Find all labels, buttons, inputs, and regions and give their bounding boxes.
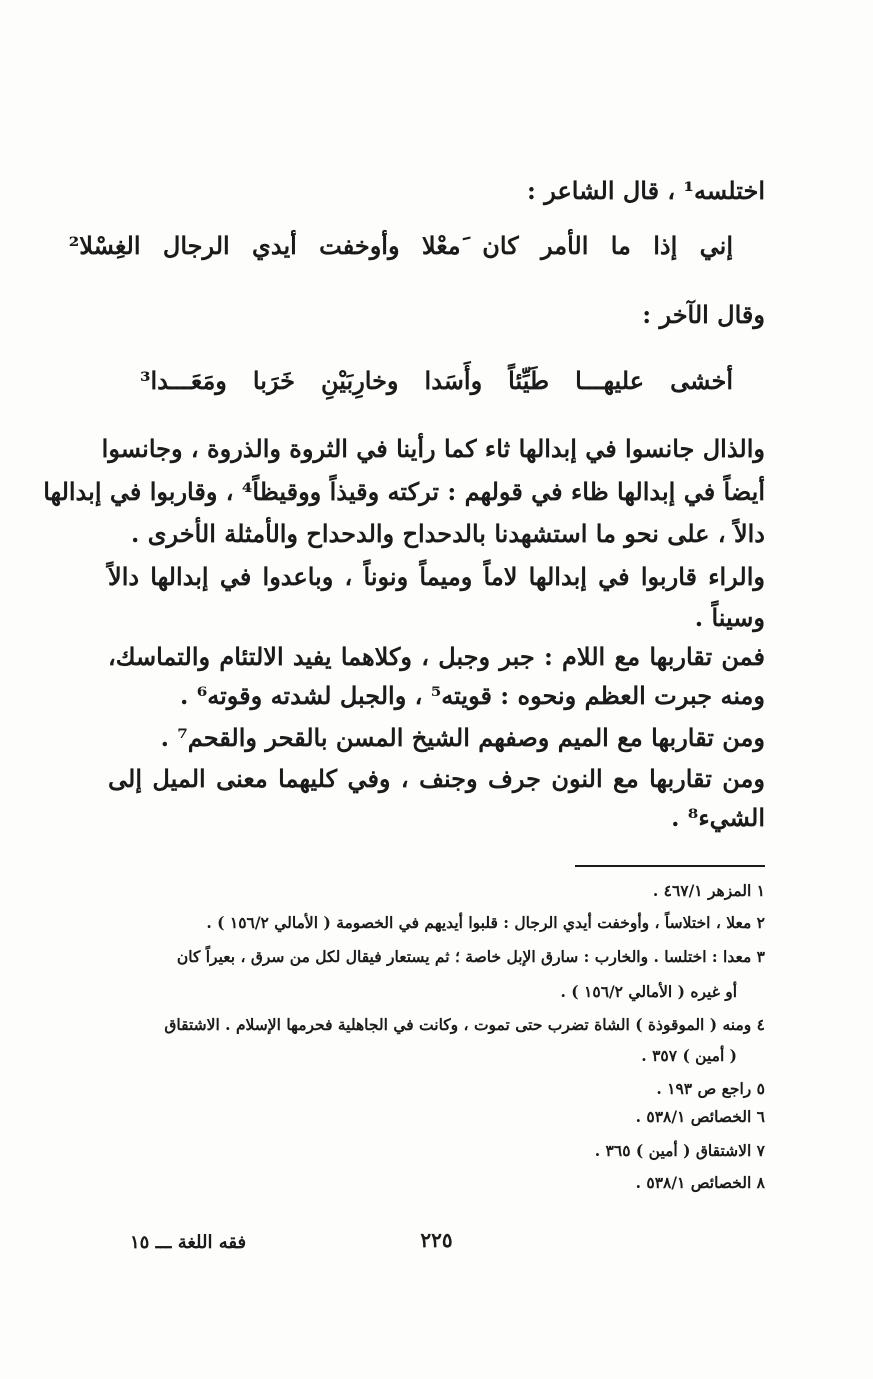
verse-line: إني إذا ما الأمر كان َمعْلا وأوخفت أيدي الرجال الغِسْلا²	[68, 231, 733, 260]
footnote: ٦ الخصائص ٥٣٨/١ .	[635, 1107, 765, 1126]
footnote-separator	[575, 865, 765, 867]
footnote-continuation: ( أمين ) ٣٥٧ .	[641, 1046, 737, 1065]
paragraph-line: والراء قاربوا في إبدالها لاماً وميماً ونوناً ، وباعدوا في إبدالها دالاً	[108, 562, 765, 591]
footnote: ٨ الخصائص ٥٣٨/١ .	[635, 1173, 765, 1192]
footnote: ٣ معدا : اختلسا . والخارب : سارق الإبل خاصة ؛ ثم يستعار فيقال لكل من سرق ، بعيراً كان	[176, 947, 765, 966]
footnote-continuation: أو غيره ( الأمالي ١٥٦/٢ ) .	[560, 982, 737, 1001]
footnote: ٧ الاشتقاق ( أمين ) ٣٦٥ .	[594, 1141, 765, 1160]
footnote: ٤ ومنه ( الموقوذة ) الشاة تضرب حتى تموت ، وكانت في الجاهلية فحرمها الإسلام . الاشتقاق	[164, 1015, 765, 1034]
paragraph-line: فمن تقاربها مع اللام : جبر وجبل ، وكلاهما يفيد الالتئام والتماسك،	[108, 642, 766, 671]
paragraph-line: أيضاً في إبدالها ظاء في قولهم : تركته وقيذاً ووقيظاً⁴ ، وقاربوا في إبدالها	[43, 477, 765, 506]
page-number: ٢٢٥	[420, 1228, 453, 1252]
paragraph-line: وسيناً .	[694, 603, 765, 632]
text-line: وقال الآخر :	[642, 300, 765, 329]
footnote: ٢ معلا ، اختلاساً ، وأوخفت أيدي الرجال : قلبوا أيديهم في الخصومة ( الأمالي ١٥٦/٢ ) .	[206, 913, 765, 932]
paragraph-line: ومنه جبرت العظم ونحوه : قويته⁵ ، والجبل لشدته وقوته⁶ .	[180, 681, 765, 710]
paragraph-line: الشيء⁸ .	[671, 803, 765, 832]
paragraph-line: ومن تقاربها مع الميم وصفهم الشيخ المسن بالقحر والقحم⁷ .	[160, 723, 765, 752]
footnote: ٥ راجع ص ١٩٣ .	[656, 1079, 765, 1098]
paragraph-line: دالاً ، على نحو ما استشهدنا بالدحداح والدحداح والأمثلة الأخرى .	[131, 519, 765, 548]
text-line: اختلسه¹ ، قال الشاعر :	[527, 176, 765, 205]
book-signature: فقه اللغة ـــ ١٥	[130, 1232, 247, 1253]
footnote: ١ المزهر ٤٦٧/١ .	[652, 881, 765, 900]
verse-line: أخشى عليهـــا طَيِّئاً وأَسَدا وخارِبَيْنِ خَرَبا ومَعَـــدا³	[140, 366, 733, 395]
paragraph-line: والذال جانسوا في إبدالها ثاء كما رأينا في الثروة والذروة ، وجانسوا	[101, 434, 765, 463]
paragraph-line: ومن تقاربها مع النون جرف وجنف ، وفي كليهما معنى الميل إلى	[108, 764, 765, 793]
